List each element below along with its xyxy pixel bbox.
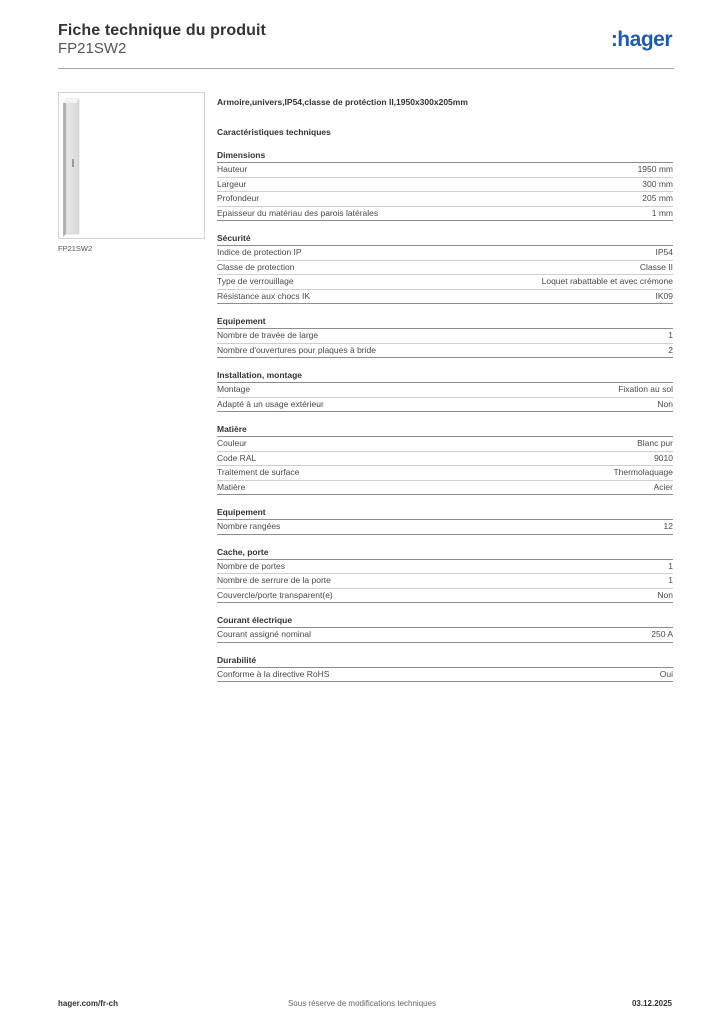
spec-label: Couleur bbox=[217, 438, 247, 448]
section-heading: Caractéristiques techniques bbox=[217, 127, 331, 137]
spec-row bbox=[217, 275, 673, 290]
spec-group bbox=[217, 369, 673, 412]
spec-group-title: Cache, porte bbox=[217, 546, 673, 560]
product-image bbox=[58, 92, 205, 239]
spec-row bbox=[217, 261, 673, 276]
spec-value: IK09 bbox=[655, 290, 673, 301]
spec-label: Résistance aux chocs IK bbox=[217, 290, 311, 301]
image-caption: FP21SW2 bbox=[58, 244, 93, 253]
spec-group bbox=[217, 423, 673, 495]
spec-row bbox=[217, 163, 673, 178]
spec-row bbox=[217, 668, 673, 683]
spec-row bbox=[217, 207, 673, 222]
spec-value: 1950 mm bbox=[637, 164, 673, 174]
spec-group bbox=[217, 149, 673, 221]
spec-row bbox=[217, 178, 673, 193]
footer-notice: Sous réserve de modifications techniques bbox=[287, 999, 437, 1008]
spec-group-title: Durabilité bbox=[217, 654, 673, 668]
spec-row bbox=[217, 574, 673, 589]
spec-group bbox=[217, 232, 673, 304]
spec-row bbox=[217, 437, 673, 452]
spec-label: Matière bbox=[217, 481, 246, 492]
footer-website: hager.com/fr-ch bbox=[58, 999, 119, 1008]
spec-label: Nombre d'ouvertures pour plaques à bride bbox=[217, 344, 376, 355]
spec-group bbox=[217, 654, 673, 683]
spec-value: Loquet rabattable et avec crémone bbox=[541, 276, 673, 286]
spec-value: Classe II bbox=[639, 261, 673, 272]
spec-group bbox=[217, 546, 673, 604]
spec-value: Acier bbox=[653, 481, 673, 492]
spec-label: Traitement de surface bbox=[217, 467, 300, 477]
spec-label: Indice de protection IP bbox=[217, 247, 302, 257]
spec-value: Blanc pur bbox=[637, 438, 673, 448]
spec-group-title: Installation, montage bbox=[217, 369, 673, 383]
spec-label: Nombre de travée de large bbox=[217, 330, 319, 340]
spec-row bbox=[217, 452, 673, 467]
footer-date: 03.12.2025 bbox=[631, 999, 672, 1008]
spec-label: Montage bbox=[217, 384, 251, 394]
spec-row bbox=[217, 466, 673, 481]
spec-row bbox=[217, 589, 673, 604]
spec-value: 9010 bbox=[654, 452, 673, 463]
spec-value: 250 A bbox=[651, 629, 673, 639]
product-reference: FP21SW2 bbox=[58, 40, 127, 57]
spec-value: 1 bbox=[668, 560, 673, 571]
document-title: Fiche technique du produit bbox=[58, 22, 266, 39]
spec-group bbox=[217, 614, 673, 643]
spec-group-title: Equipement bbox=[217, 315, 673, 329]
spec-row bbox=[217, 628, 673, 643]
spec-value: 12 bbox=[663, 521, 673, 531]
spec-value: Oui bbox=[659, 668, 673, 679]
spec-group-title: Equipement bbox=[217, 506, 673, 520]
spec-group bbox=[217, 315, 673, 358]
spec-label: Largeur bbox=[217, 178, 247, 189]
page-header bbox=[58, 20, 674, 70]
spec-group-title: Courant électrique bbox=[217, 614, 673, 628]
spec-value: Thermolaquage bbox=[613, 467, 673, 477]
spec-row bbox=[217, 192, 673, 207]
spec-row bbox=[217, 520, 673, 535]
spec-label: Code RAL bbox=[217, 452, 257, 463]
spec-value: 1 bbox=[668, 330, 673, 340]
spec-value: Fixation au sol bbox=[618, 384, 673, 394]
spec-row bbox=[217, 398, 673, 413]
spec-label: Nombre rangées bbox=[217, 521, 281, 531]
spec-label: Courant assigné nominal bbox=[217, 629, 312, 639]
spec-label: Type de verrouillage bbox=[217, 276, 294, 286]
spec-row bbox=[217, 344, 673, 359]
spec-row bbox=[217, 560, 673, 575]
spec-row bbox=[217, 329, 673, 344]
spec-row bbox=[217, 383, 673, 398]
spec-label: Profondeur bbox=[217, 193, 260, 203]
spec-value: 1 bbox=[668, 575, 673, 585]
spec-group-title: Sécurité bbox=[217, 232, 673, 246]
hager-logo: :hager bbox=[610, 28, 672, 51]
spec-label: Classe de protection bbox=[217, 261, 295, 272]
spec-group-title: Matière bbox=[217, 423, 673, 437]
spec-value: Non bbox=[657, 398, 673, 409]
spec-value: IP54 bbox=[655, 247, 673, 257]
spec-row bbox=[217, 246, 673, 261]
spec-value: 300 mm bbox=[642, 178, 673, 189]
spec-row bbox=[217, 290, 673, 305]
spec-label: Epaisseur du matériau des parois latérales bbox=[217, 207, 379, 218]
header-divider bbox=[58, 68, 674, 69]
spec-content bbox=[217, 96, 673, 682]
spec-value: 2 bbox=[668, 344, 673, 355]
spec-groups bbox=[217, 149, 673, 682]
spec-label: Conforme à la directive RoHS bbox=[217, 668, 330, 679]
spec-label: Nombre de portes bbox=[217, 560, 286, 571]
spec-value: Non bbox=[657, 589, 673, 600]
spec-group bbox=[217, 506, 673, 535]
spec-row bbox=[217, 481, 673, 496]
cabinet-icon bbox=[59, 93, 206, 240]
spec-value: 1 mm bbox=[651, 207, 673, 218]
spec-label: Nombre de serrure de la porte bbox=[217, 575, 331, 585]
spec-label: Hauteur bbox=[217, 164, 248, 174]
product-description: Armoire,univers,IP54,classe de protéction II,1950x300x205mm bbox=[217, 97, 468, 107]
spec-label: Couvercle/porte transparent(e) bbox=[217, 589, 333, 600]
spec-group-title: Dimensions bbox=[217, 149, 673, 163]
spec-label: Adapté à un usage extérieur bbox=[217, 398, 324, 409]
spec-value: 205 mm bbox=[642, 193, 673, 203]
